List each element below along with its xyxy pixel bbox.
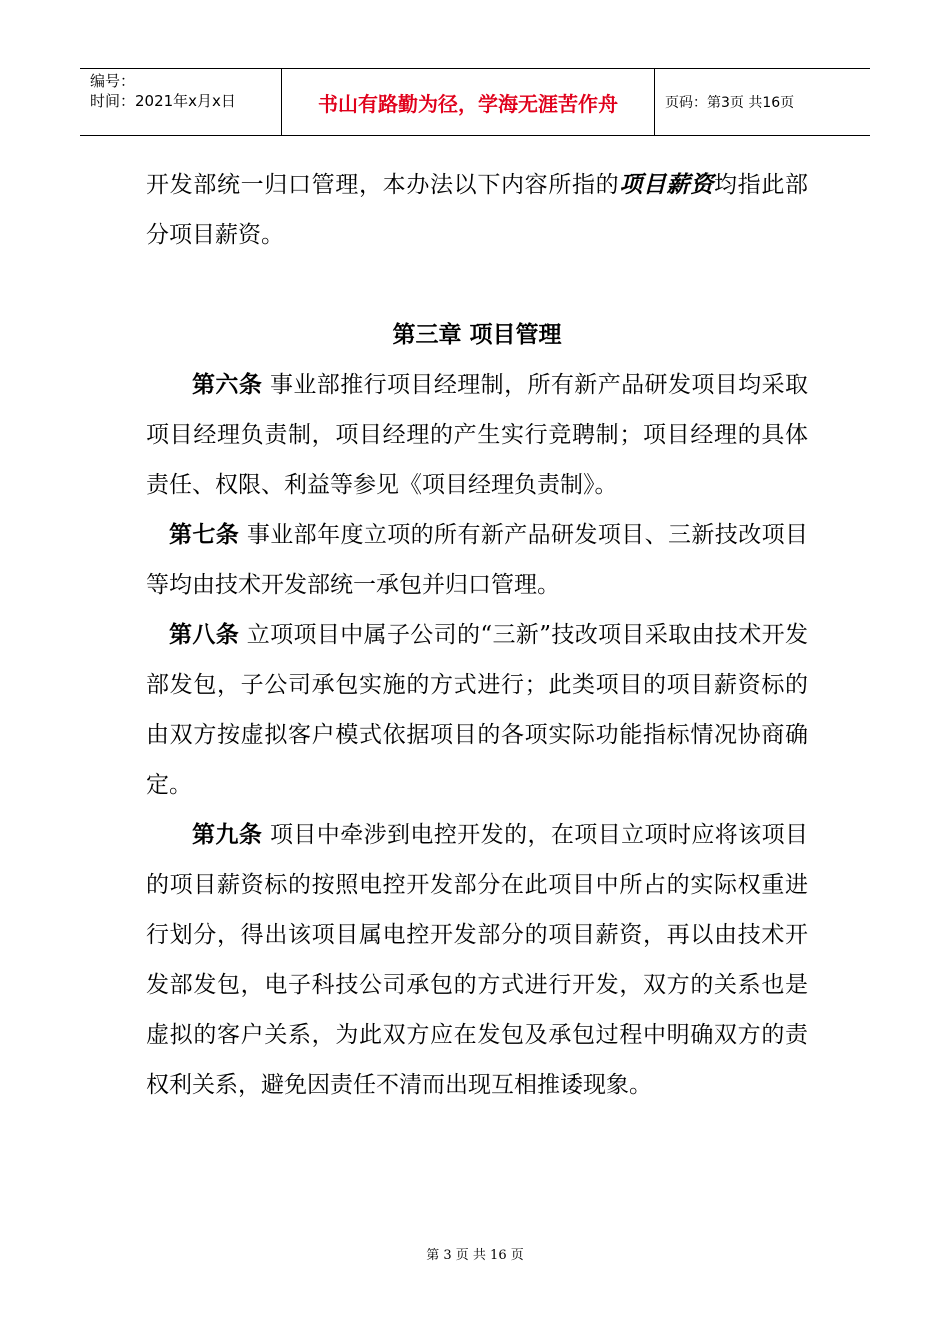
document-body <box>146 160 808 1110</box>
time-label: 时间：2021年x月x日 <box>90 92 236 110</box>
header-meta <box>80 69 282 135</box>
emphasis-project-salary: 项目薪资 <box>619 171 715 198</box>
article-9: 第九条 项目中牵涉到电控开发的，在项目立项时应将该项目的项目薪资标的按照电控开发部分在此项目中所占的实际权重进行划分，得出该项目属电控开发部分的项目薪资，再以由技术开发部发包，电子科技公司承包的方式进行开发，双方的关系也是虚拟的客户关系，为此双方应在发包及承包过程中明确双方的责权利关系，避免因责任不清而出现互相推诿现象。 <box>146 822 808 1098</box>
article-7: 第七条 事业部年度立项的所有新产品研发项目、三新技改项目等均由技术开发部统一承包并归口管理。 <box>146 522 808 598</box>
chapter-title: 第三章 项目管理 <box>392 322 562 348</box>
header-page-code: 页码：第3页 共16页 <box>665 95 795 111</box>
article-6: 第六条 事业部推行项目经理制，所有新产品研发项目均采取项目经理负责制，项目经理的产生实行竞聘制；项目经理的具体责任、权限、利益等参见《项目经理负责制》。 <box>146 372 808 498</box>
article-6-title: 第六条 <box>192 372 263 398</box>
article-8-title: 第八条 <box>169 622 240 648</box>
header-motto: 书山有路勤为径，学海无涯苦作舟 <box>282 69 655 135</box>
number-label: 编号： <box>90 72 136 90</box>
page-footer: 第 3 页 共 16 页 <box>426 1248 524 1263</box>
article-9-title: 第九条 <box>192 822 263 848</box>
article-7-title: 第七条 <box>169 522 240 548</box>
paragraph-intro: 开发部统一归口管理，本办法以下内容所指的项目薪资均指此部分项目薪资。 <box>146 171 809 248</box>
article-8: 第八条 立项项目中属子公司的“三新”技改项目采取由技术开发部发包，子公司承包实施的方式进行；此类项目的项目薪资标的由双方按虚拟客户模式依据项目的各项实际功能指标情况协商确定。 <box>146 622 809 798</box>
page-header <box>80 68 870 136</box>
